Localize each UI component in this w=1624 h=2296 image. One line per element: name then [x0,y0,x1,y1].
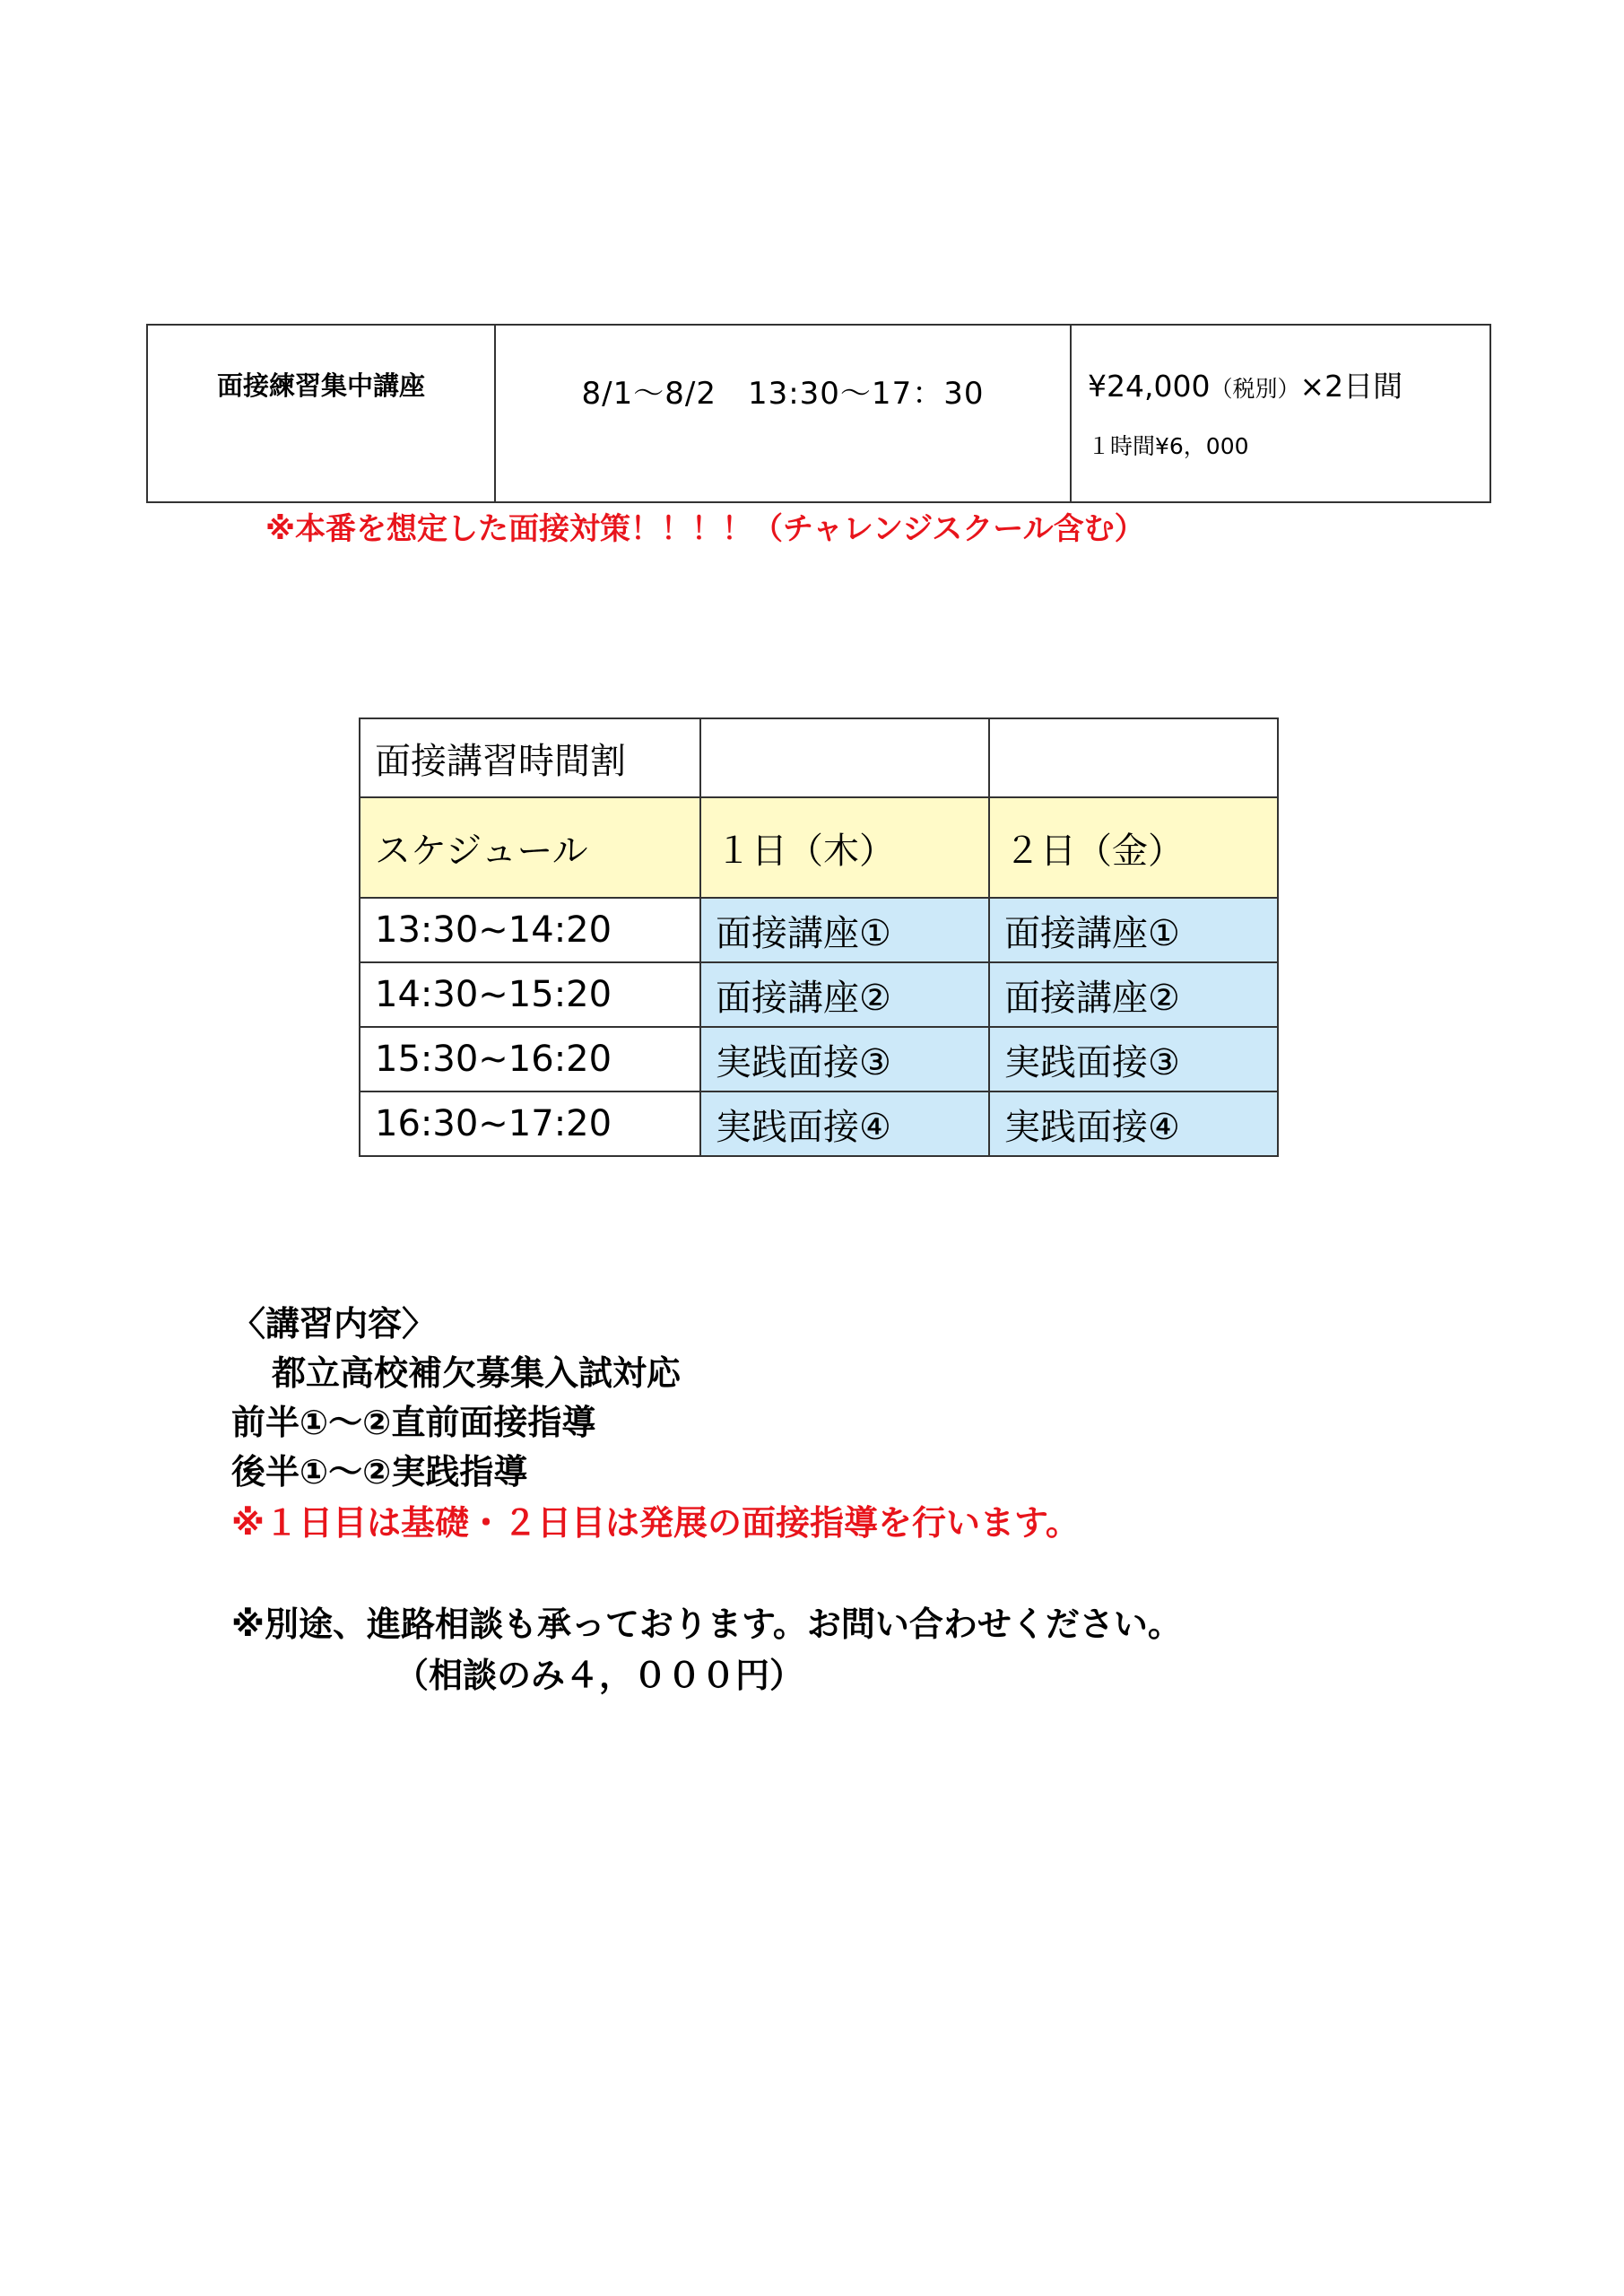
tax-note: （税別） [1210,376,1300,402]
course-name: 面接練習集中講座 [147,325,495,502]
day1-session: 実践面接③ [700,1027,989,1091]
timetable-title: 面接講習時間割 [360,718,700,797]
table-row [360,1027,1278,1091]
timetable-title-row [360,718,1278,797]
table-row [360,962,1278,1027]
day2-session: 面接講座① [989,898,1278,962]
content-line-3: 後半①〜②実践指導 [231,1452,528,1492]
time-slot: 13:30~14:20 [360,898,700,962]
day-multiplier: ×2日間 [1299,369,1403,404]
empty-cell [700,718,989,797]
day2-session: 実践面接③ [989,1027,1278,1091]
content-line-2: 前半①〜②直前面接指導 [231,1403,596,1442]
price: ¥24,000 [1088,369,1211,404]
header-day2: ２日（金） [989,797,1278,898]
header-schedule: スケジュール [360,797,700,898]
course-price-cell [1071,325,1490,502]
course-info-table [146,324,1491,503]
day2-session: 面接講座② [989,962,1278,1027]
timetable [359,718,1279,1157]
day1-session: 面接講座① [700,898,989,962]
price-line [1072,326,1489,405]
content-heading: 〈講習内容〉 [231,1304,437,1344]
empty-cell [989,718,1278,797]
day1-session: 実践面接④ [700,1091,989,1156]
course-info-row [147,325,1490,502]
course-dates: 8/1〜8/2 13:30〜17：30 [495,325,1071,502]
consult-price: （相談のみ４，０００円） [395,1656,804,1695]
day1-session: 面接講座② [700,962,989,1027]
table-row [360,898,1278,962]
consult-note: ※別途、進路相談も承っております。お問い合わせください。 [231,1605,1182,1644]
notice-text: ※本番を想定した面接対策！！！！（チャレンジスクール含む） [265,511,1145,547]
time-slot: 16:30~17:20 [360,1091,700,1156]
day2-session: 実践面接④ [989,1091,1278,1156]
time-slot: 14:30~15:20 [360,962,700,1027]
hourly-price: １時間¥6，000 [1088,433,1249,459]
header-day1: １日（木） [700,797,989,898]
timetable-header-row [360,797,1278,898]
content-red-note: ※１日目は基礎・２日目は発展の面接指導を行います。 [231,1503,1080,1543]
table-row [360,1091,1278,1156]
time-slot: 15:30~16:20 [360,1027,700,1091]
content-line-1: 都立高校補欠募集入試対応 [272,1353,682,1393]
